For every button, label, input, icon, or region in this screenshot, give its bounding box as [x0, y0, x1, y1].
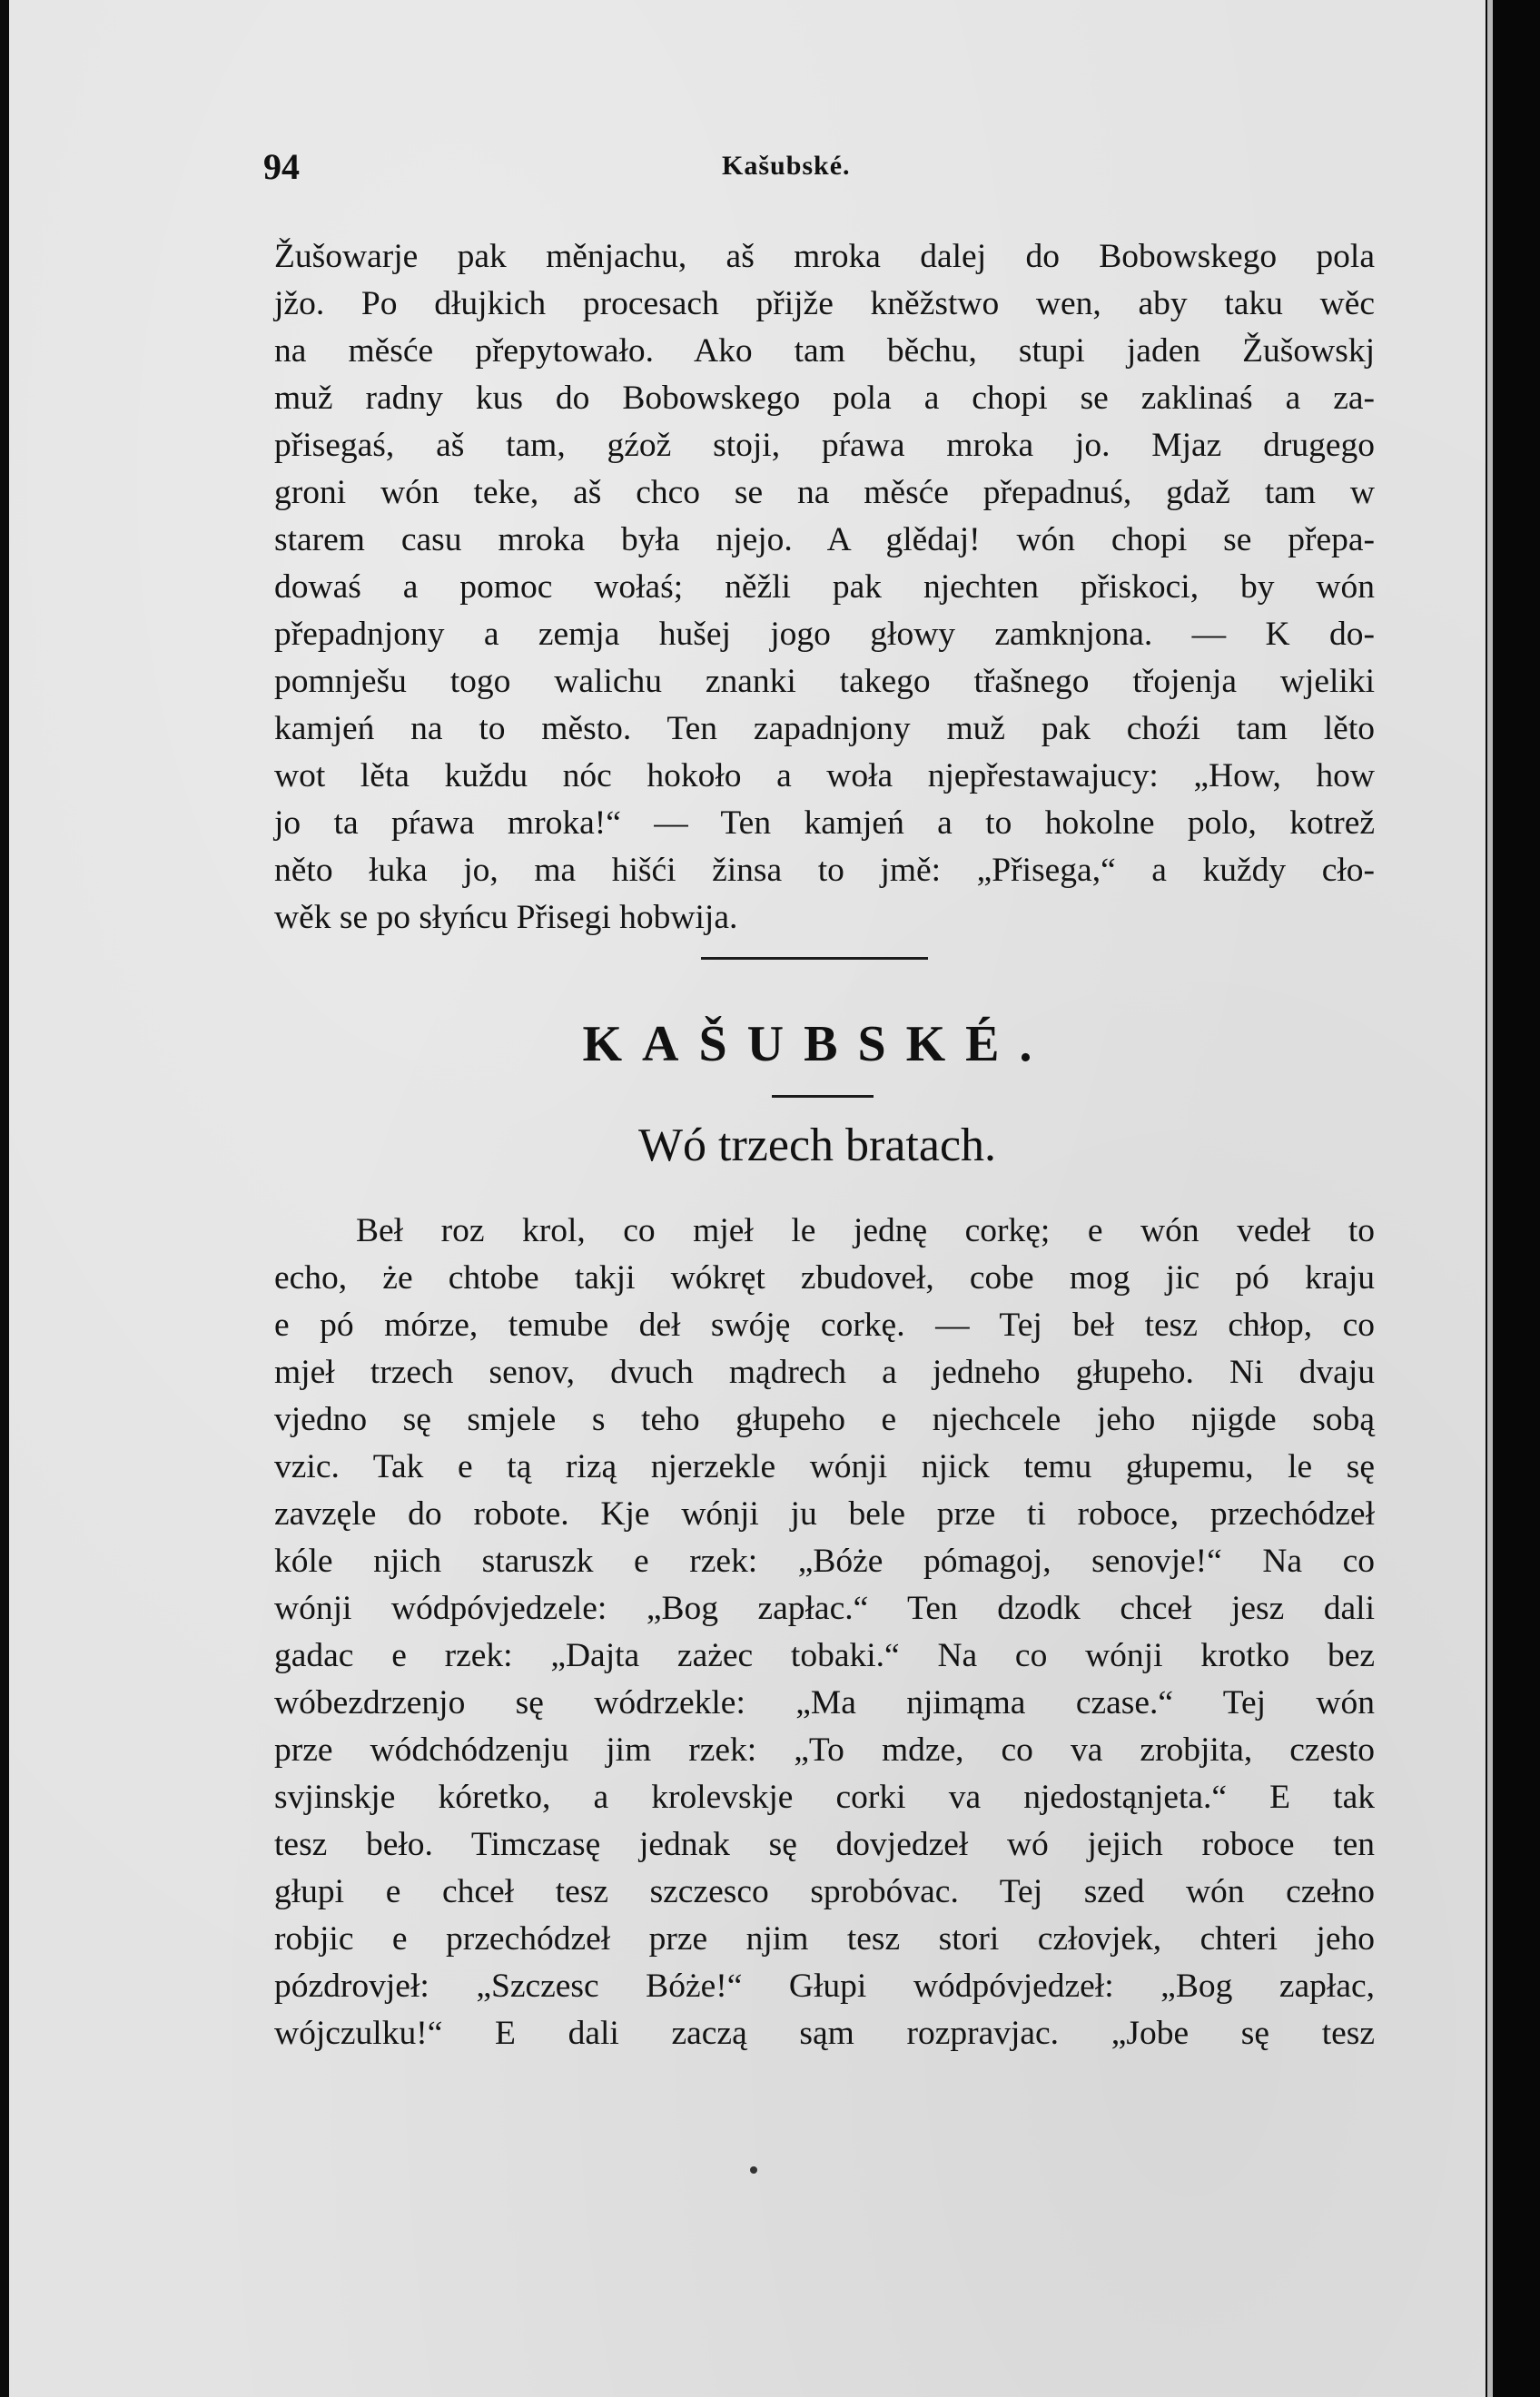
ink-speck — [750, 2166, 757, 2174]
running-head: Kašubské. — [722, 151, 851, 181]
text-line: vzic. Tak e tą rizą njerzekle wónji njick temu głupemu, le sę — [274, 1448, 1375, 1485]
text-line: e pó mórze, temube deł swóję corkę. — Tej beł tesz chłop, co — [274, 1307, 1375, 1344]
paragraph-story — [274, 1208, 1375, 2057]
text-line: echo, że chtobe takji wókręt zbudoveł, cobe mog jic pó kraju — [274, 1259, 1375, 1297]
text-line: wójczulku!“ E dali zaczą sąm rozpravjac. „Jobe sę tesz — [274, 2015, 1375, 2052]
text-line: tesz beło. Timczasę jednak sę dovjedzeł wó jejich roboce ten — [274, 1826, 1375, 1863]
text-line: jžo. Po dłujkich procesach přijže kněžstwo wen, aby taku wěc — [274, 285, 1375, 322]
paragraph-zusowarje — [274, 233, 1375, 942]
text-line: groni wón teke, aš chco se na měsće přepadnuś, gdaž tam w — [274, 474, 1375, 511]
book-spine-edge — [1486, 0, 1540, 2397]
text-line: mjeł trzech senov, dvuch mądrech a jedneho głupeho. Ni dvaju — [274, 1354, 1375, 1391]
text-line: wot lěta kuždu nóc hokoło a woła njepřestawajucy: „How, how — [274, 757, 1375, 794]
text-line: vjedno sę smjele s teho głupeho e njechcele jeho njigde sobą — [274, 1401, 1375, 1438]
text-line: starem casu mroka była njejo. A glědaj! wón chopi se přepa- — [274, 521, 1375, 558]
text-line: Beł roz krol, co mjeł le jednę corkę; e wón vedeł to — [356, 1212, 1375, 1249]
text-line: něto łuka jo, ma hišći žinsa to jmě: „Přisega,“ a kuždy cło- — [274, 852, 1375, 889]
text-line: wónji wódpóvjedzele: „Bog zapłac.“ Ten dzodk chceł jesz dali — [274, 1590, 1375, 1627]
text-line: na měsće přepytowało. Ako tam běchu, stupi jaden Žušowskj — [274, 332, 1375, 370]
text-line: přepadnjony a zemja hušej jogo głowy zamknjona. — K do- — [274, 616, 1375, 653]
section-title: KAŠUBSKÉ. — [582, 1016, 1052, 1072]
text-line: svjinskje kóretko, a krolevskje corki va njedostąnjeta.“ E tak — [274, 1779, 1375, 1816]
text-line: dowaś a pomoc wołaś; něžli pak njechten přiskoci, by wón — [274, 568, 1375, 606]
story-title: Wó trzech bratach. — [637, 1120, 997, 1171]
page-header — [263, 145, 1371, 200]
text-line: Žušowarje pak měnjachu, aš mroka dalej do Bobowskego pola — [274, 238, 1375, 275]
title-divider — [772, 1095, 874, 1098]
text-line: kamjeń na to město. Ten zapadnjony muž pak choźi tam lěto — [274, 710, 1375, 747]
text-line: głupi e chceł tesz szczesco sprobóvac. Tej szed wón czełno — [274, 1873, 1375, 1910]
text-line: jo ta pŕawa mroka!“ — Ten kamjeń a to hokolne polo, kotrež — [274, 804, 1375, 842]
text-line: přisegaś, aš tam, gźož stoji, pŕawa mroka jo. Mjaz drugego — [274, 427, 1375, 464]
text-line: gadac e rzek: „Dajta zażec tobaki.“ Na co wónji krotko bez — [274, 1637, 1375, 1674]
book-page — [9, 0, 1486, 2397]
text-line: muž radny kus do Bobowskego pola a chopi se zaklinaś a za- — [274, 380, 1375, 417]
text-line: wěk se po słyńcu Přisegi hobwija. — [274, 899, 738, 936]
section-divider — [701, 957, 928, 960]
text-line: prze wódchódzenju jim rzek: „To mdze, co va zrobjita, czesto — [274, 1731, 1375, 1769]
text-line: robjic e przechódzeł prze njim tesz stori człovjek, chteri jeho — [274, 1920, 1375, 1958]
page-edge-line — [1487, 0, 1493, 2397]
text-line: kóle njich staruszk e rzek: „Bóże pómagoj, senovje!“ Na co — [274, 1543, 1375, 1580]
page-number: 94 — [263, 146, 300, 187]
text-line: pózdrovjeł: „Szczesc Bóże!“ Głupi wódpóvjedzeł: „Bog zapłac, — [274, 1968, 1375, 2005]
text-line: zavzęle do robote. Kje wónji ju bele prze ti roboce, przechódzeł — [274, 1495, 1375, 1533]
text-line: wóbezdrzenjo sę wódrzekle: „Ma njimąma czase.“ Tej wón — [274, 1684, 1375, 1721]
text-line: pomnješu togo walichu znanki takego třašnego třojenja wjeliki — [274, 663, 1375, 700]
